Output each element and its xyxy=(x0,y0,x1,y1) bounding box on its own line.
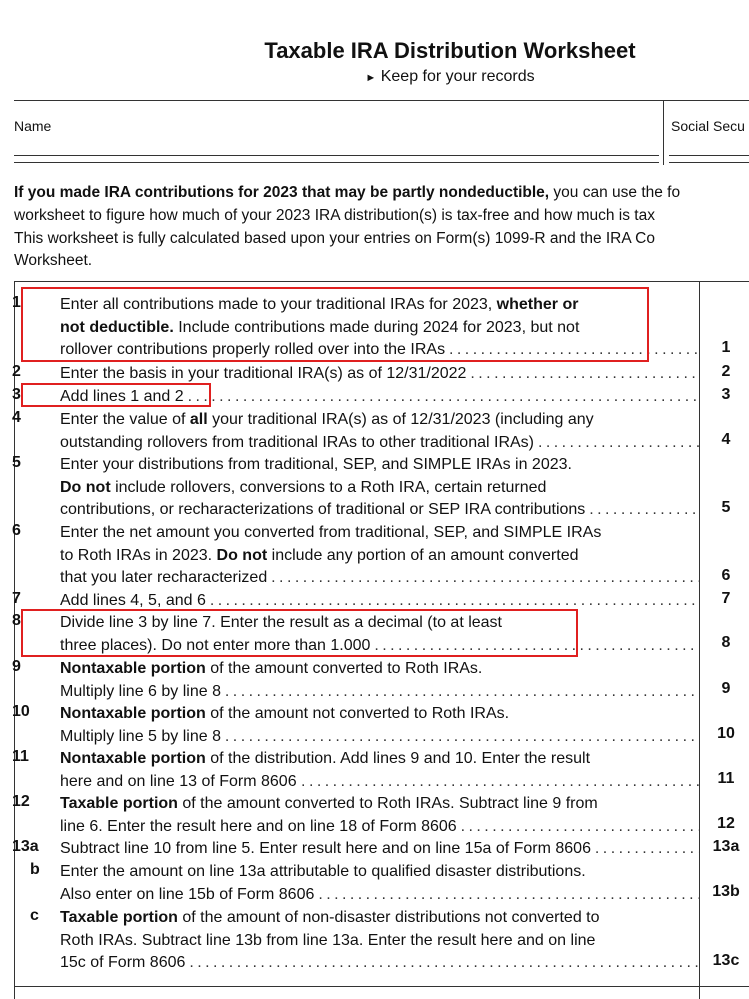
line-number: 10 xyxy=(12,703,30,720)
line-text: Nontaxable portion of the amount not converted to Roth IRAs. Multiply line 5 by line 8 . . . xyxy=(60,703,700,748)
triangle-pointer-icon: ► xyxy=(365,72,377,84)
line-ref: 10 xyxy=(717,725,735,742)
line-number: 7 xyxy=(12,590,21,607)
keep-records-text: Keep for your records xyxy=(380,68,535,85)
highlight-box-line-8 xyxy=(21,609,578,657)
line-ref: 3 xyxy=(721,386,731,403)
worksheet-title: Taxable IRA Distribution Worksheet xyxy=(264,38,636,63)
line-text: Nontaxable portion of the amount converted to Roth IRAs. Multiply line 6 by line 8 . . . xyxy=(60,658,700,703)
line-text: Enter the net amount you converted from traditional, SEP, and SIMPLE IRAs to Roth IRAs in 2023. Do not include any portion of an amount converted that you later recharacterized . . . xyxy=(60,522,700,590)
intro-line1-rest: you can use the fo xyxy=(549,184,681,201)
line-ref: 8 xyxy=(721,634,731,651)
highlight-box-line-1 xyxy=(21,287,649,362)
line-number: 12 xyxy=(12,793,30,810)
line-text: Nontaxable portion of the distribution. Add lines 9 and 10. Enter the result here and on line 13 of Form 8606 . . . xyxy=(60,748,700,793)
line-ref: 13c xyxy=(712,952,740,969)
ssn-field-line-1[interactable] xyxy=(669,155,749,156)
table-top-rule xyxy=(14,281,749,282)
line-number: 13a xyxy=(12,838,39,855)
ssn-label: Social Secu xyxy=(671,118,745,134)
line-number: 6 xyxy=(12,522,21,539)
name-label: Name xyxy=(14,118,52,134)
line-text: Enter all contributions made to your traditional IRAs for 2023, whether or not deductible. Include contributions made during 2024 for 2023, but not rollover contributions properly rolled over into the IRAs . . . xyxy=(60,294,700,362)
line-text: Add lines 4, 5, and 6 . . . xyxy=(60,590,700,613)
name-field-line-1[interactable] xyxy=(14,155,659,156)
line-number: 5 xyxy=(12,454,21,471)
worksheet-subtitle xyxy=(0,68,749,86)
line-ref: 13a xyxy=(712,838,740,855)
line-ref: 7 xyxy=(721,590,731,607)
line-number: 1 xyxy=(12,294,21,311)
table-bottom-rule xyxy=(14,986,749,987)
line-text: Subtract line 10 from line 5. Enter result here and on line 15a of Form 8606 . . . xyxy=(60,838,700,861)
line-text: Taxable portion of the amount of non-disaster distributions not converted to Roth IRAs. Subtract line 13b from line 13a. Enter the result here and on line 15c of Form 8606 . . . xyxy=(60,907,700,975)
line-ref: 4 xyxy=(721,431,731,448)
header-divider xyxy=(663,101,664,165)
intro-bold-lead: If you made IRA contributions for 2023 that may be partly nondeductible, xyxy=(14,184,550,201)
intro-line4: Worksheet. xyxy=(14,252,93,270)
line-ref: 2 xyxy=(721,363,731,380)
line-ref: 6 xyxy=(721,567,731,584)
line-text: Divide line 3 by line 7. Enter the result as a decimal (to at least three places). Do not enter more than 1.000 . . . xyxy=(60,612,700,657)
line-number: b xyxy=(30,861,40,878)
line-text: Add lines 1 and 2 . . . xyxy=(60,386,700,409)
line-number: 8 xyxy=(12,612,21,629)
line-number: 2 xyxy=(12,363,21,380)
highlight-box-line-3 xyxy=(21,383,211,407)
ssn-field-line-2 xyxy=(669,162,749,163)
line-number: 3 xyxy=(12,386,21,403)
line-ref: 5 xyxy=(721,499,731,516)
line-ref: 11 xyxy=(717,770,735,787)
line-ref: 1 xyxy=(721,339,731,356)
line-ref: 12 xyxy=(717,815,735,832)
line-ref: 13b xyxy=(712,883,740,900)
line-text: Enter the value of all your traditional IRA(s) as of 12/31/2023 (including any outstanding rollovers from traditional IRAs to other traditional IRAs) . . . xyxy=(60,409,700,454)
intro-line2: worksheet to figure how much of your 2023 IRA distribution(s) is tax-free and how much is tax xyxy=(14,206,655,224)
line-number: 4 xyxy=(12,409,21,426)
line-text: Enter the basis in your traditional IRA(s) as of 12/31/2022 . . . xyxy=(60,363,700,386)
line-number: c xyxy=(30,907,39,924)
line-text: Enter your distributions from traditional, SEP, and SIMPLE IRAs in 2023. Do not include rollovers, conversions to a Roth IRA, certain returned contributions, or recharacterizations of traditional or SEP IRA contributions . . . xyxy=(60,454,700,522)
line-text: Enter the amount on line 13a attributable to qualified disaster distributions. Also enter on line 15b of Form 8606 . . . xyxy=(60,861,700,906)
intro-line3: This worksheet is fully calculated based upon your entries on Form(s) 1099-R and the IRA Co xyxy=(14,229,655,247)
name-field-line-2 xyxy=(14,162,659,163)
header-top-rule xyxy=(14,100,749,101)
line-number: 9 xyxy=(12,658,21,675)
line-ref: 9 xyxy=(721,680,731,697)
line-number: 11 xyxy=(12,748,29,765)
intro-paragraph xyxy=(14,182,749,273)
line-text: Taxable portion of the amount converted to Roth IRAs. Subtract line 9 from line 6. Enter the result here and on line 18 of Form 8606 . . . xyxy=(60,793,700,838)
